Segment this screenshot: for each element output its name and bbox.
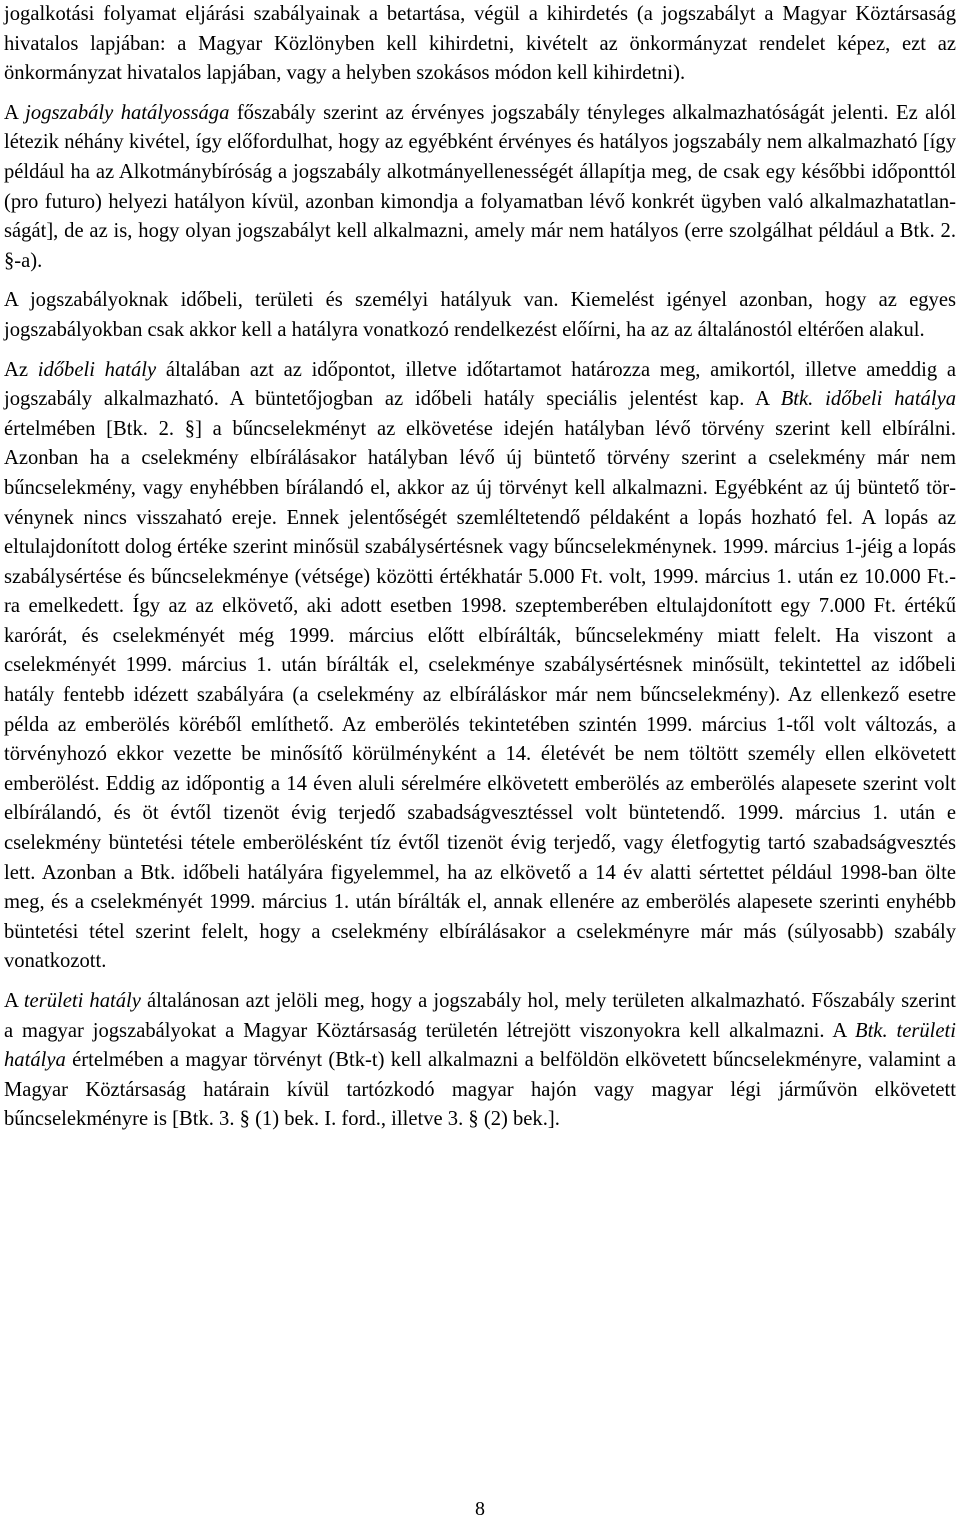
text-run: jogalkotási folyamat eljárási szabályainak a betartása, végül a kihirdetés (a jogszabályt a Magyar Köztársaság hivatalos lapjában: a Magyar Közlönyben kell kihirdetni, kivételt az önkormányzat rendelet képez, ezt az önkormányzat hivatalos lapjában, vagy a helyben szokásos módon kell kihirdetni).: [4, 3, 956, 85]
text-run: általánosan azt jelöli meg, hogy a jogszabály hol, mely területen alkalmazható. Főszabály szerint a magyar jogszabályokat a Magyar Köztársaság területén létrejött viszonyokra kell alkalmazni. A: [4, 990, 956, 1042]
emphasized-term: területi hatály: [23, 990, 141, 1012]
paragraph-3: [4, 286, 956, 345]
paragraph-2: [4, 99, 956, 277]
text-run: főszabály szerint az érvényes jogszabály tényleges alkalmazhatóságát jelenti. Ez alól létezik néhány kivétel, így előfordulhat, hogy az egyébként érvényes és hatályos jogszabály nem alkalmazható [így például ha az Alkotmánybíróság a jogszabály alkotmányellenességét állapítja meg, de csak egy későbbi időponttól (pro futuro) helyezi hatályon kívül, azonban kimondja a folyamatban lévő konkrét ügyben való alkalmazhatatlanságát], de az is, hogy olyan jogszabályt kell alkalmazni, amely már nem hatályos (erre szolgálhat például a Btk. 2. §-a).: [4, 101, 957, 272]
document-page: [4, 0, 956, 1145]
paragraph-5: [4, 987, 956, 1135]
text-run: általában azt az időpontot, illetve időtartamot határozza meg, amikortól, illetve ameddig a jogszabály alkalmazható. A büntetőjogban az időbeli hatály speciális jelentést kap. A: [4, 358, 956, 411]
text-run: A: [4, 101, 26, 124]
emphasized-term: időbeli hatály: [37, 358, 157, 381]
emphasized-term: Btk. időbeli hatálya: [780, 388, 957, 411]
text-run: értelmében a magyar törvényt (Btk-t) kell alkalmazni a belföldön elkövetett bűncselekményre, valamint a Magyar Köztársaság határain kívül tartózkodó magyar hajón vagy magyar légi járművön elkövetett bűncselekményre is [Btk. 3. § (1) bek. I. ford., illetve 3. § (2) bek.].: [4, 1049, 956, 1131]
text-run: értelmében [Btk. 2. §] a bűncselekményt az elkövetése idején hatályban lévő törvény szerint kell elbírálni. Azonban ha a cselekmény elbírálásakor hatályban lévő új büntető törvény szerint a cselekmény már nem bűncselekmény, vagy enyhébben bírálandó el, akkor az új törvényt kell alkalmazni. Egyébként az új büntető törvénynek nincs visszaható ereje. Ennek jelentőségét szemléltetendő példaként a lopás hozható fel. A lopás az eltulajdonított dolog értéke szerint minősül szabálysértésnek vagy bűncselekménynek. 1999. március 1-jéig a lopás szabálysértése és bűncselekménye (vétsége) közötti értékhatár 5.000 Ft. volt, 1999. március 1. után ez 10.000 Ft.-ra emelkedett. Így az az elkövető, aki adott esetben 1998. szeptemberében eltulajdonított egy 7.000 Ft. értékű karórát, és cselekményét még 1999. március előtt elbírálták, bűncselekmény miatt felelt. Ha viszont a cselekményét 1999. március 1. után bírálták el, cselekménye szabálysértésnek minősült, tekintettel az időbeli hatály fentebb idézett szabályára (a cselekmény az elbíráláskor már nem bűncselekmény). Az ellenkező esetre példa az emberölés köréből említhető. Az emberölés tekintetében szintén 1999. március 1-től volt változás, a törvényhozó ekkor vezette be minősítő körülményként a 14. életévét be nem töltött személy ellen elkövetett emberölést. Eddig az időpontig a 14 éven aluli sérelmére elkövetett emberölés az emberölés alapesete szerint volt elbírálandó, és öt évtől tizenöt évig terjedő szabadságvesztéssel volt büntetendő. 1999. március 1. után e cselekmény büntetési tétele emberölésként tíz évtől tizenöt évig terjedő, vagy életfogytig tartó szabadságvesztés lett. Azonban a Btk. időbeli hatályára figyelemmel, ha az elkövető a 14 év alatti sértettet például 1998-ban ölte meg, és a cselekményét 1999. március 1. után bírálták el, annak ellenére az emberölés alapesete szerinti enyhébb büntetési tétel szerint felelt, hogy a cselekmény elbírálásakor a cselekményre már más (súlyosabb) szabály vonatkozott.: [4, 417, 956, 973]
paragraph-4: [4, 356, 956, 977]
emphasized-term: jogszabály hatályossága: [25, 101, 230, 124]
text-run: Az: [4, 358, 38, 381]
emphasized-term: Btk. területi hatálya: [4, 1019, 956, 1072]
page-number: 8: [475, 1498, 485, 1520]
text-run: A: [4, 990, 24, 1012]
paragraph-1: [4, 0, 956, 89]
text-run: A jogszabályoknak időbeli, területi és személyi hatályuk van. Kiemelést igényel azonban, hogy az egyes jogszabályokban csak akkor kell a hatályra vonatkozó rendelkezést előírni, ha az az általánostól eltérően alakul.: [4, 289, 956, 341]
